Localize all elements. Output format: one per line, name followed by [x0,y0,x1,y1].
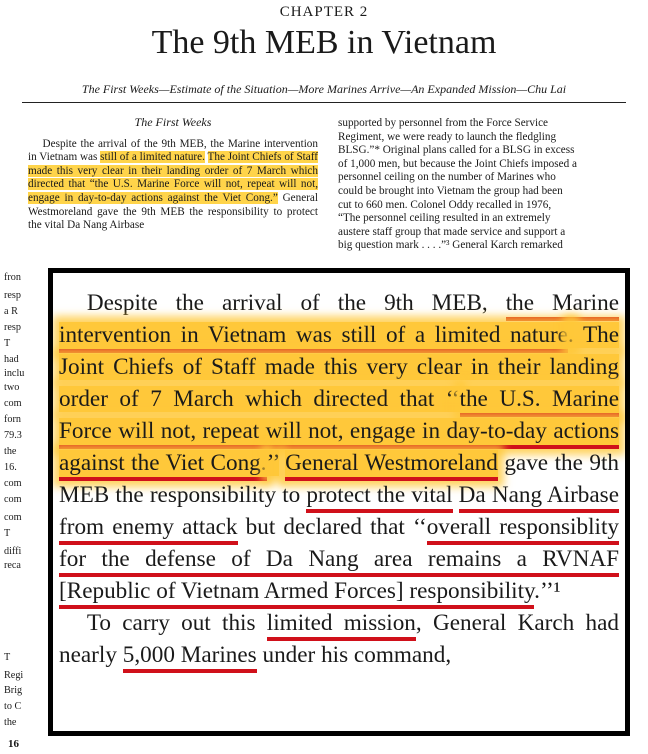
text-line: cut to 660 men. Colonel Oddy recalled in 1976, [338,198,552,211]
highlighted-text: still of a limited nature. [100,151,205,164]
zoom-paragraph [59,607,619,671]
chapter-label: CHAPTER 2 [279,4,369,20]
chapter-title: The 9th MEB in Vietnam [151,24,497,61]
underlined-text: from enemy attack [59,514,238,545]
text-run: .’’¹ [534,578,561,604]
text-run: Despite the arrival of the 9th MEB, the Marine intervention in Vietnam was [28,137,318,164]
left-stub: resp [4,290,21,301]
text-line: “The personnel ceiling resulted in an extremely [338,212,551,225]
left-stub: fron [4,272,21,283]
left-stub: com [4,512,22,523]
text-run: but declared that ‘‘ [237,514,427,540]
left-stub: resp [4,322,21,333]
left-stub: forn [4,414,21,425]
highlighted-underlined-text: the U.S. Marine Force will not, repeat will not, engage in day-to-day actions against the Viet Cong. [59,386,619,481]
text-line: BLSG.”* Original plans called for a BLSG in excess [338,144,575,157]
underlined-text: 5,000 Marines [123,642,257,673]
left-column [28,116,318,233]
highlighted-underlined-text: General Westmoreland [285,450,498,481]
text-line: personnel ceiling on the number of Marines who [338,171,556,184]
left-stub: com [4,398,22,409]
left-stub: 16. [4,462,17,473]
left-stub: inclu [4,368,25,379]
text-run: responsibility to [143,482,307,508]
zoom-inset [48,268,630,736]
left-stub: the [4,446,17,457]
highlighted-underlined-text: intervention in Vietnam was still of a limited nature [59,322,568,353]
left-paragraph [28,138,318,233]
text-run: Despite the arrival of the 9th MEB, [86,290,506,316]
text-run: , General Karch had nearly [59,610,619,668]
highlighted-text: The Joint Chiefs of Staff made this very clear in their landing order of 7 March which directed that “the U.S. Marine Force will not, repeat will not, engage in day-to-day actions against the Viet Cong.” [28,151,318,204]
text-line: Regiment, we were ready to launch the fledgling [338,130,557,143]
left-stub: com [4,494,22,505]
section-heading: The First Weeks [134,115,212,129]
left-stub: Regi [4,670,24,681]
right-column [338,117,628,253]
underlined-text: limited mission [267,610,416,641]
left-stub: T [4,528,11,539]
text-line: big question mark . . . .”³ General Karch remarked [338,239,563,252]
underlined-text: overall responsiblity for the defense of Da Nang area remains a RVNAF [Republic of Vietnam Armed Forces] responsibility [59,514,619,609]
left-stub: T [4,652,11,663]
left-stub: had [4,354,19,365]
left-stub: 79.3 [4,430,22,441]
left-stub: Brig [4,685,23,696]
text-run: To carry out this [86,610,267,636]
underlined-text: the Marine [506,290,619,321]
left-stub: diffi [4,546,22,557]
text-line: of 1,000 men, but because the Joint Chiefs imposed a [338,157,577,170]
left-stub: two [4,382,20,393]
text-run: under his command, [256,642,452,668]
zoom-paragraph [59,287,619,607]
highlighted-text: ’’ [266,450,279,476]
highlighted-text: The Joint Chiefs of Staff made this very clear in their landing order of 7 March which directed that ‘‘ [59,322,619,412]
left-stub: a R [4,306,18,317]
chapter-topics: The First Weeks—Estimate of the Situation—More Marines Arrive—An Expanded Mission—Chu Lai [22,82,626,103]
text-run [453,482,459,508]
text-run: General Westmoreland gave the 9th MEB the responsibility to protect the vital Da Nang Airbase [28,191,319,232]
left-stub: reca [4,560,21,571]
highlighted-text: . [567,322,574,348]
text-line: could be brought into Vietnam the group had been [338,184,563,197]
underlined-text: Da Nang Airbase [459,482,619,513]
text-line: supported by personnel from the Force Service [338,117,549,129]
left-stub: the [4,717,17,728]
text-run: gave the 9th MEB the [59,450,620,508]
left-stub: to C [4,701,22,712]
underlined-text: protect the vital [306,482,452,513]
page-number: 16 [8,738,19,750]
left-stub: com [4,478,22,489]
left-stub: T [4,338,11,349]
zoom-text [59,287,619,671]
text-line: austere staff group that made service and support a [338,225,566,238]
